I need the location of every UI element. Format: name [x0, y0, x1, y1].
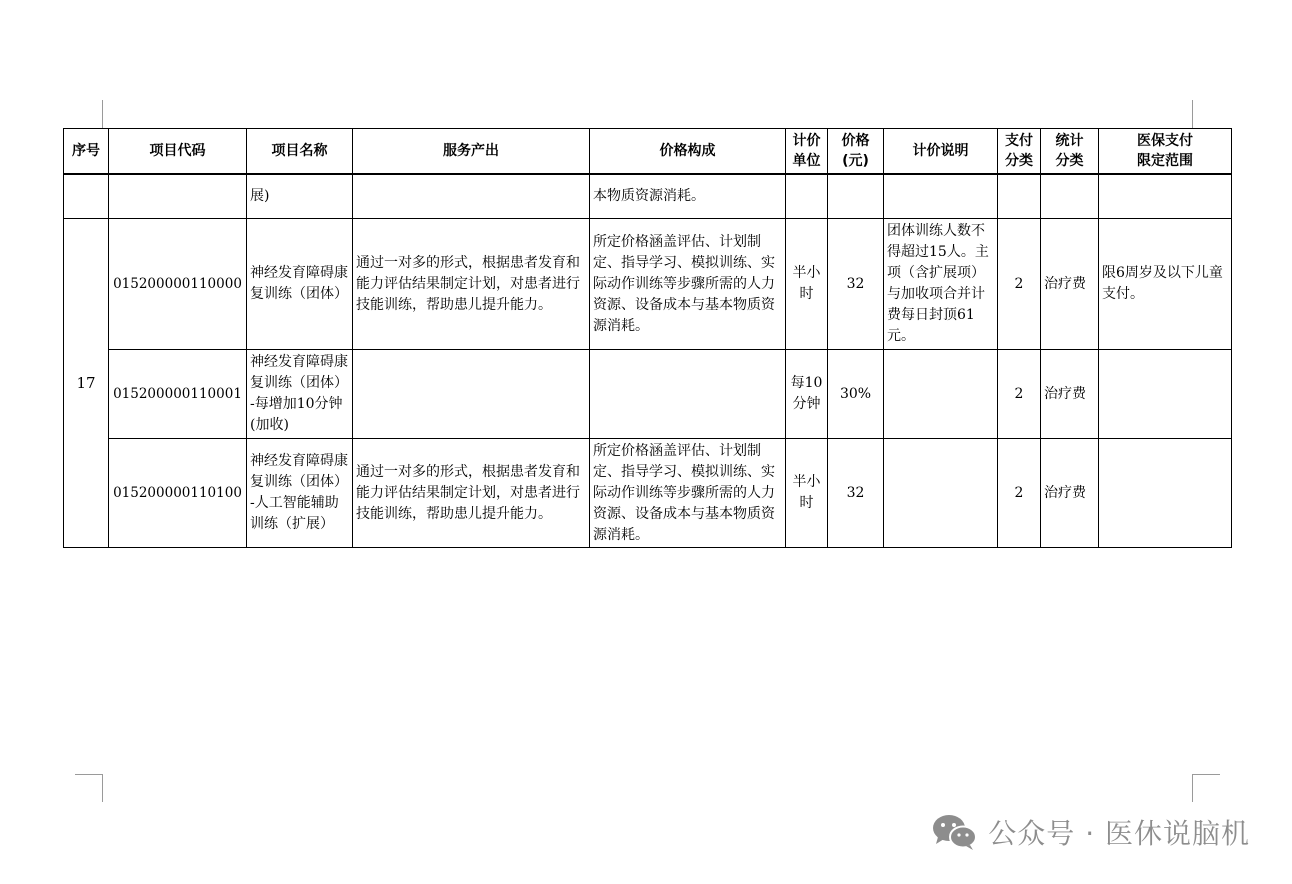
- header-stat: 统计 分类: [1041, 129, 1099, 175]
- cell-insurance: [1099, 439, 1232, 548]
- cell-stat: 治疗费: [1041, 350, 1099, 439]
- cell-service: 通过一对多的形式，根据患者发育和能力评估结果制定计划，对患者进行技能训练，帮助患儿提升能力。: [353, 219, 590, 350]
- table-row: [64, 219, 1232, 350]
- cell-pay: 2: [998, 439, 1041, 548]
- header-code: 项目代码: [109, 129, 247, 175]
- cell-name: 神经发育障碍康复训练（团体）-每增加10分钟(加收): [247, 350, 353, 439]
- cell-insurance: 限6周岁及以下儿童支付。: [1099, 219, 1232, 350]
- pricing-table: [63, 128, 1232, 548]
- cell-unit: [786, 174, 828, 219]
- cell-price: 30%: [828, 350, 884, 439]
- header-service: 服务产出: [353, 129, 590, 175]
- header-unit: 计价 单位: [786, 129, 828, 175]
- cell-unit: 半小时: [786, 219, 828, 350]
- header-price: 价格 (元): [828, 129, 884, 175]
- cell-composition: [590, 350, 786, 439]
- table-row-continuation: [64, 174, 1232, 219]
- cell-pay: 2: [998, 350, 1041, 439]
- cell-price: 32: [828, 439, 884, 548]
- wechat-icon: [930, 812, 978, 852]
- cell-stat: [1041, 174, 1099, 219]
- cell-note: [884, 439, 998, 548]
- cell-unit: 半小时: [786, 439, 828, 548]
- watermark: [930, 812, 1250, 852]
- cell-insurance: [1099, 350, 1232, 439]
- cell-seq: [64, 174, 109, 219]
- cell-code: [109, 174, 247, 219]
- cell-service: [353, 350, 590, 439]
- cell-pay: [998, 174, 1041, 219]
- watermark-text: 公众号 · 医休说脑机: [988, 817, 1250, 850]
- cell-name: 神经发育障碍康复训练（团体）: [247, 219, 353, 350]
- header-name: 项目名称: [247, 129, 353, 175]
- cell-insurance: [1099, 174, 1232, 219]
- table-row: [64, 439, 1232, 548]
- cell-unit: 每10分钟: [786, 350, 828, 439]
- cell-note: 团体训练人数不得超过15人。主项（含扩展项）与加收项合并计费每日封顶61元。: [884, 219, 998, 350]
- cell-stat: 治疗费: [1041, 439, 1099, 548]
- cell-code: 015200000110100: [109, 439, 247, 548]
- cell-seq: 17: [64, 219, 109, 548]
- table-row: [64, 350, 1232, 439]
- cell-note: [884, 350, 998, 439]
- cell-pay: 2: [998, 219, 1041, 350]
- cell-name: 神经发育障碍康复训练（团体）-人工智能辅助训练（扩展）: [247, 439, 353, 548]
- cell-price: [828, 174, 884, 219]
- cell-code: 015200000110000: [109, 219, 247, 350]
- table-header-row: [64, 129, 1232, 175]
- header-note: 计价说明: [884, 129, 998, 175]
- cell-composition: 本物质资源消耗。: [590, 174, 786, 219]
- cell-code: 015200000110001: [109, 350, 247, 439]
- cell-service: [353, 174, 590, 219]
- cell-note: [884, 174, 998, 219]
- header-seq: 序号: [64, 129, 109, 175]
- cell-composition: 所定价格涵盖评估、计划制定、指导学习、模拟训练、实际动作训练等步骤所需的人力资源、设备成本与基本物质资源消耗。: [590, 439, 786, 548]
- header-insurance: 医保支付 限定范围: [1099, 129, 1232, 175]
- cell-stat: 治疗费: [1041, 219, 1099, 350]
- cell-service: 通过一对多的形式，根据患者发育和能力评估结果制定计划，对患者进行技能训练，帮助患儿提升能力。: [353, 439, 590, 548]
- header-composition: 价格构成: [590, 129, 786, 175]
- cell-composition: 所定价格涵盖评估、计划制定、指导学习、模拟训练、实际动作训练等步骤所需的人力资源、设备成本与基本物质资源消耗。: [590, 219, 786, 350]
- header-pay: 支付 分类: [998, 129, 1041, 175]
- cell-price: 32: [828, 219, 884, 350]
- cell-name: 展): [247, 174, 353, 219]
